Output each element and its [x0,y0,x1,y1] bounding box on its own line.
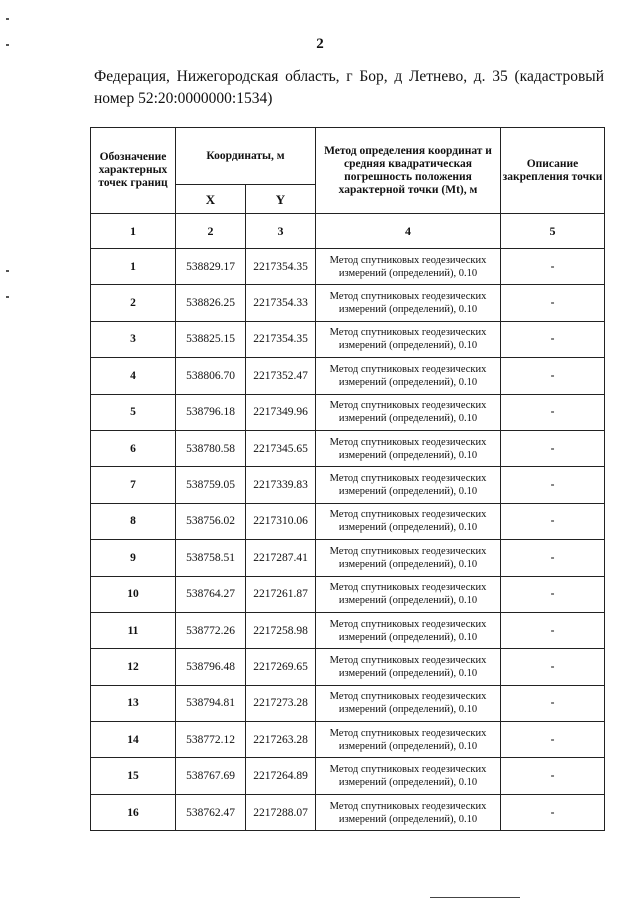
method-cell: Метод спутниковых геодезических измерений (определений), 0.10 [316,394,501,430]
description-cell: - [501,394,605,430]
y-coordinate-cell: 2217269.65 [246,649,316,685]
header-method: Метод определения координат и средняя квадратическая погрешность положения характерной точки (Mt), м [316,128,501,214]
header-description: Описание закрепления точки [501,128,605,214]
point-number-cell: 6 [91,430,176,466]
column-number: 4 [316,214,501,249]
description-cell: - [501,540,605,576]
header-y: Y [246,185,316,214]
point-number-cell: 15 [91,758,176,794]
y-coordinate-cell: 2217261.87 [246,576,316,612]
point-number-cell: 11 [91,612,176,648]
description-cell: - [501,430,605,466]
y-coordinate-cell: 2217339.83 [246,467,316,503]
method-cell: Метод спутниковых геодезических измерений (определений), 0.10 [316,321,501,357]
y-coordinate-cell: 2217345.65 [246,430,316,466]
scan-margin-mark [6,44,9,46]
x-coordinate-cell: 538756.02 [176,503,246,539]
y-coordinate-cell: 2217349.96 [246,394,316,430]
description-cell: - [501,794,605,830]
x-coordinate-cell: 538826.25 [176,285,246,321]
method-cell: Метод спутниковых геодезических измерений (определений), 0.10 [316,249,501,285]
table-row [91,394,605,430]
description-cell: - [501,358,605,394]
point-number-cell: 3 [91,321,176,357]
x-coordinate-cell: 538825.15 [176,321,246,357]
y-coordinate-cell: 2217287.41 [246,540,316,576]
table-row [91,467,605,503]
point-number-cell: 9 [91,540,176,576]
x-coordinate-cell: 538759.05 [176,467,246,503]
table-row [91,321,605,357]
point-number-cell: 12 [91,649,176,685]
point-number-cell: 7 [91,467,176,503]
table-row [91,685,605,721]
point-number-cell: 5 [91,394,176,430]
footer-rule [430,897,520,898]
description-cell: - [501,722,605,758]
header-point: Обозначение характерных точек границ [91,128,176,214]
method-cell: Метод спутниковых геодезических измерений (определений), 0.10 [316,722,501,758]
description-cell: - [501,612,605,648]
y-coordinate-cell: 2217352.47 [246,358,316,394]
y-coordinate-cell: 2217273.28 [246,685,316,721]
point-number-cell: 13 [91,685,176,721]
table-row [91,612,605,648]
point-number-cell: 10 [91,576,176,612]
method-cell: Метод спутниковых геодезических измерений (определений), 0.10 [316,285,501,321]
x-coordinate-cell: 538796.48 [176,649,246,685]
point-number-cell: 4 [91,358,176,394]
table-row [91,722,605,758]
y-coordinate-cell: 2217263.28 [246,722,316,758]
method-cell: Метод спутниковых геодезических измерений (определений), 0.10 [316,794,501,830]
table-row [91,503,605,539]
description-cell: - [501,503,605,539]
column-number: 2 [176,214,246,249]
scan-margin-mark [6,18,9,20]
method-cell: Метод спутниковых геодезических измерений (определений), 0.10 [316,467,501,503]
coordinates-table [90,127,605,831]
table-row [91,540,605,576]
method-cell: Метод спутниковых геодезических измерений (определений), 0.10 [316,540,501,576]
column-number: 1 [91,214,176,249]
description-cell: - [501,758,605,794]
x-coordinate-cell: 538762.47 [176,794,246,830]
method-cell: Метод спутниковых геодезических измерений (определений), 0.10 [316,503,501,539]
table-row [91,358,605,394]
x-coordinate-cell: 538758.51 [176,540,246,576]
x-coordinate-cell: 538772.26 [176,612,246,648]
y-coordinate-cell: 2217310.06 [246,503,316,539]
description-cell: - [501,321,605,357]
description-cell: - [501,467,605,503]
x-coordinate-cell: 538806.70 [176,358,246,394]
point-number-cell: 8 [91,503,176,539]
table-row [91,649,605,685]
table-row [91,430,605,466]
point-number-cell: 14 [91,722,176,758]
table-row [91,249,605,285]
x-coordinate-cell: 538772.12 [176,722,246,758]
description-cell: - [501,249,605,285]
scan-margin-mark [6,296,9,298]
page-number: 2 [316,36,324,52]
x-coordinate-cell: 538829.17 [176,249,246,285]
point-number-cell: 1 [91,249,176,285]
point-number-cell: 2 [91,285,176,321]
method-cell: Метод спутниковых геодезических измерений (определений), 0.10 [316,649,501,685]
method-cell: Метод спутниковых геодезических измерений (определений), 0.10 [316,758,501,794]
description-cell: - [501,285,605,321]
y-coordinate-cell: 2217354.35 [246,321,316,357]
x-coordinate-cell: 538796.18 [176,394,246,430]
header-coordinates: Координаты, м [176,128,316,185]
description-cell: - [501,576,605,612]
description-cell: - [501,685,605,721]
x-coordinate-cell: 538780.58 [176,430,246,466]
column-number: 3 [246,214,316,249]
y-coordinate-cell: 2217288.07 [246,794,316,830]
column-number: 5 [501,214,605,249]
table-row [91,285,605,321]
y-coordinate-cell: 2217354.35 [246,249,316,285]
method-cell: Метод спутниковых геодезических измерений (определений), 0.10 [316,430,501,466]
table-row [91,794,605,830]
scan-margin-mark [6,270,9,272]
x-coordinate-cell: 538794.81 [176,685,246,721]
table-row [91,758,605,794]
method-cell: Метод спутниковых геодезических измерений (определений), 0.10 [316,612,501,648]
column-number-row [91,214,605,249]
method-cell: Метод спутниковых геодезических измерений (определений), 0.10 [316,358,501,394]
y-coordinate-cell: 2217258.98 [246,612,316,648]
y-coordinate-cell: 2217354.33 [246,285,316,321]
point-number-cell: 16 [91,794,176,830]
x-coordinate-cell: 538764.27 [176,576,246,612]
intro-text: Федерация, Нижегородская область, г Бор, д Летнево, д. 35 (кадастровый номер 52:20:0000000:1534) [94,68,604,107]
method-cell: Метод спутниковых геодезических измерений (определений), 0.10 [316,576,501,612]
description-cell: - [501,649,605,685]
x-coordinate-cell: 538767.69 [176,758,246,794]
y-coordinate-cell: 2217264.89 [246,758,316,794]
table-row [91,576,605,612]
header-x: X [176,185,246,214]
method-cell: Метод спутниковых геодезических измерений (определений), 0.10 [316,685,501,721]
